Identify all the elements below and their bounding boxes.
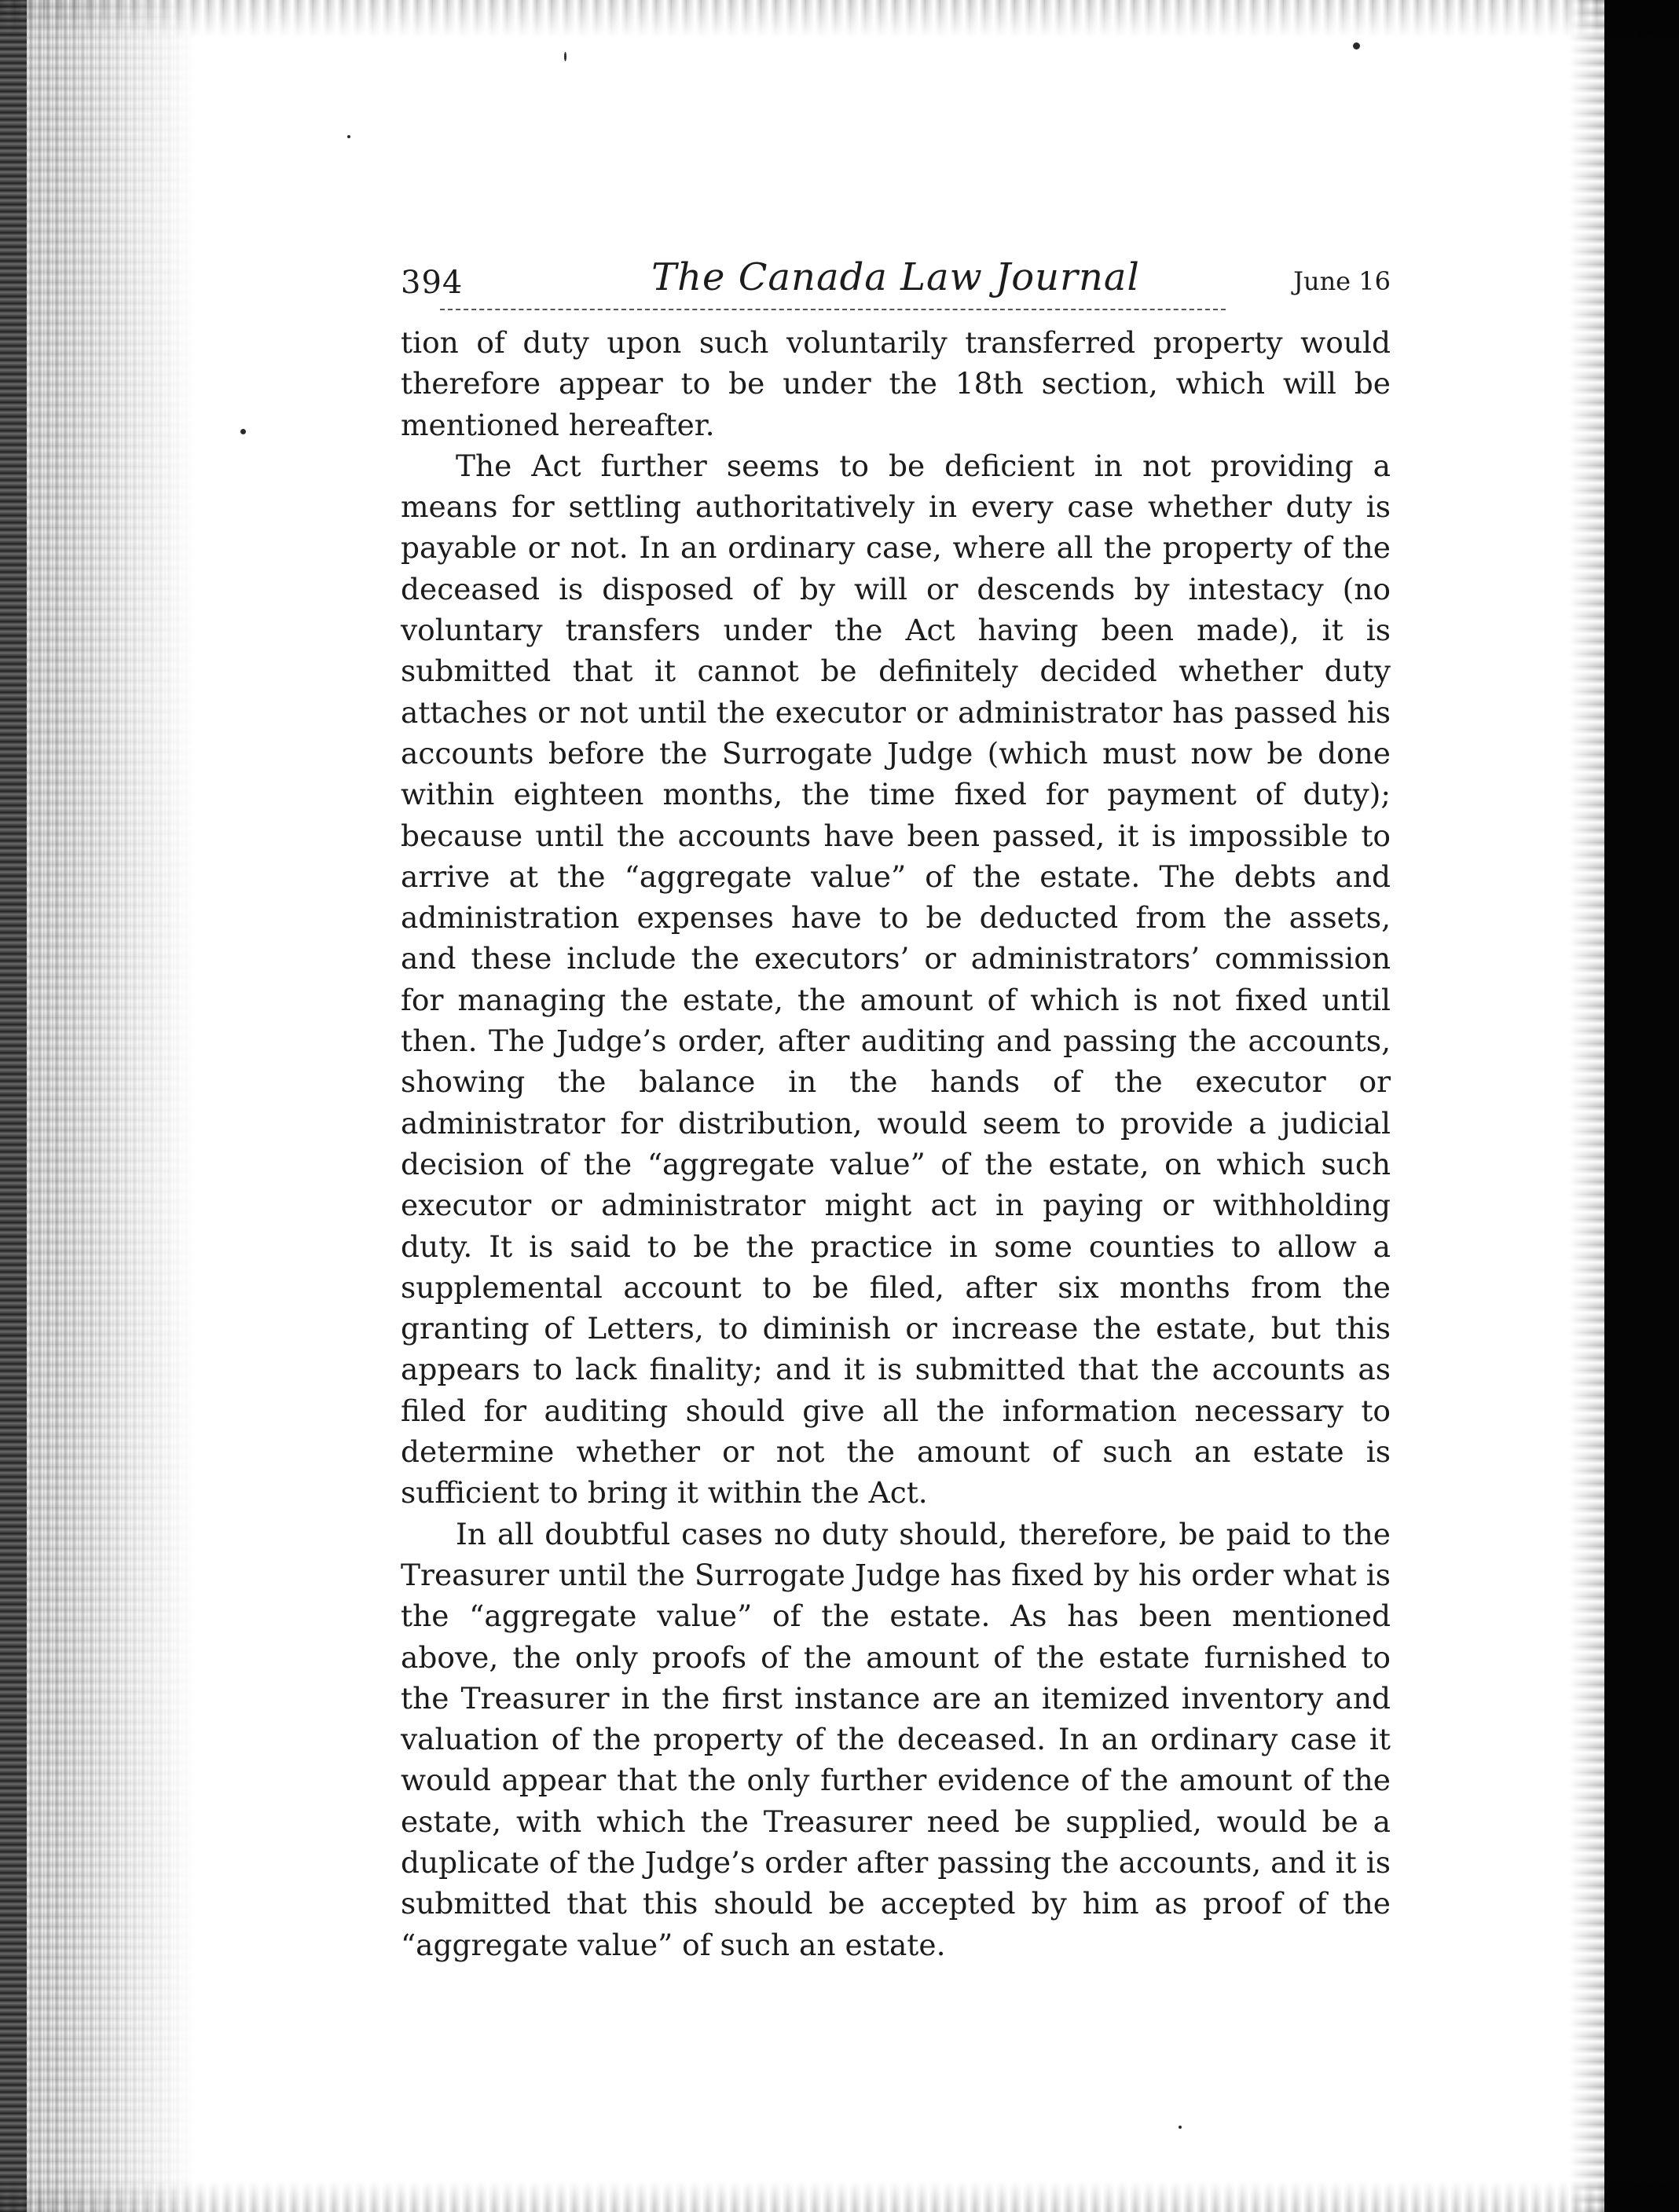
scan-speck	[1353, 42, 1360, 49]
scan-top-fringe	[0, 0, 1679, 38]
issue-date: June 16	[1293, 266, 1391, 296]
scan-right-border	[1604, 0, 1679, 2212]
scan-speck	[1179, 2126, 1182, 2129]
scan-right-fringe	[1569, 0, 1604, 2212]
scan-speck	[347, 135, 350, 138]
scan-bottom-fringe	[0, 2181, 1679, 2212]
paragraph: In all doubtful cases no duty should, therefore, be paid to the Treasurer until the Surrogate Judge has fixed by his order what is the “aggregate value” of the estate. As has been mentioned above, the only proofs of the amount of the estate furnished to the Treasurer in the first instance are an itemized inventory and valuation of the property of the deceased. In an ordinary case it would appear that the only further evidence of the amount of the estate, with which the Treasurer need be supplied, would be a duplicate of the Judge’s order after passing the accounts, and it is submitted that this should be accepted by him as proof of the “aggregate value” of such an estate.	[401, 1516, 1391, 1962]
article-body	[401, 322, 1391, 1965]
scan-speck	[240, 429, 246, 434]
page-number: 394	[401, 265, 464, 301]
journal-title: The Canada Law Journal	[651, 255, 1140, 299]
paragraph: The Act further seems to be deficient in not providing a means for settling authoritatively in every case whether duty is payable or not. In an ordinary case, where all the property of the deceased is disposed of by will or descends by intestacy (no voluntary transfers under the Act having been made), it is submitted that it cannot be definitely decided whether duty attaches or not until the executor or administrator has passed his accounts before the Surrogate Judge (which must now be done within eighteen months, the time fixed for payment of duty); because until the accounts have been passed, it is impossible to arrive at the “aggregate value” of the estate. The debts and administration expenses have to be deducted from the assets, and these include the executors’ or administrators’ commission for managing the estate, the amount of which is not fixed until then. The Judge’s order, after auditing and passing the accounts, showing the balance in the hands of the executor or administrator for distribution, would seem to provide a judicial decision of the “aggregate value” of the estate, on which such executor or administrator might act in paying or withholding duty. It is said to be the practice in some counties to allow a supplemental account to be filed, after six months from the granting of Letters, to diminish or increase the estate, but this appears to lack finality; and it is submitted that the accounts as filed for auditing should give all the information necessary to determine whether or not the amount of such an estate is sufficient to bring it within the Act.	[401, 448, 1391, 1511]
header-rule	[440, 309, 1226, 310]
scan-binding-shadow	[0, 0, 27, 2212]
paragraph-continued: tion of duty upon such voluntarily transferred property would therefore appear to be under the 18th section, which will be mentioned hereafter.	[401, 325, 1391, 442]
running-head	[401, 255, 1391, 309]
scan-speck	[564, 52, 566, 61]
scan-binding-edge	[0, 0, 196, 2212]
